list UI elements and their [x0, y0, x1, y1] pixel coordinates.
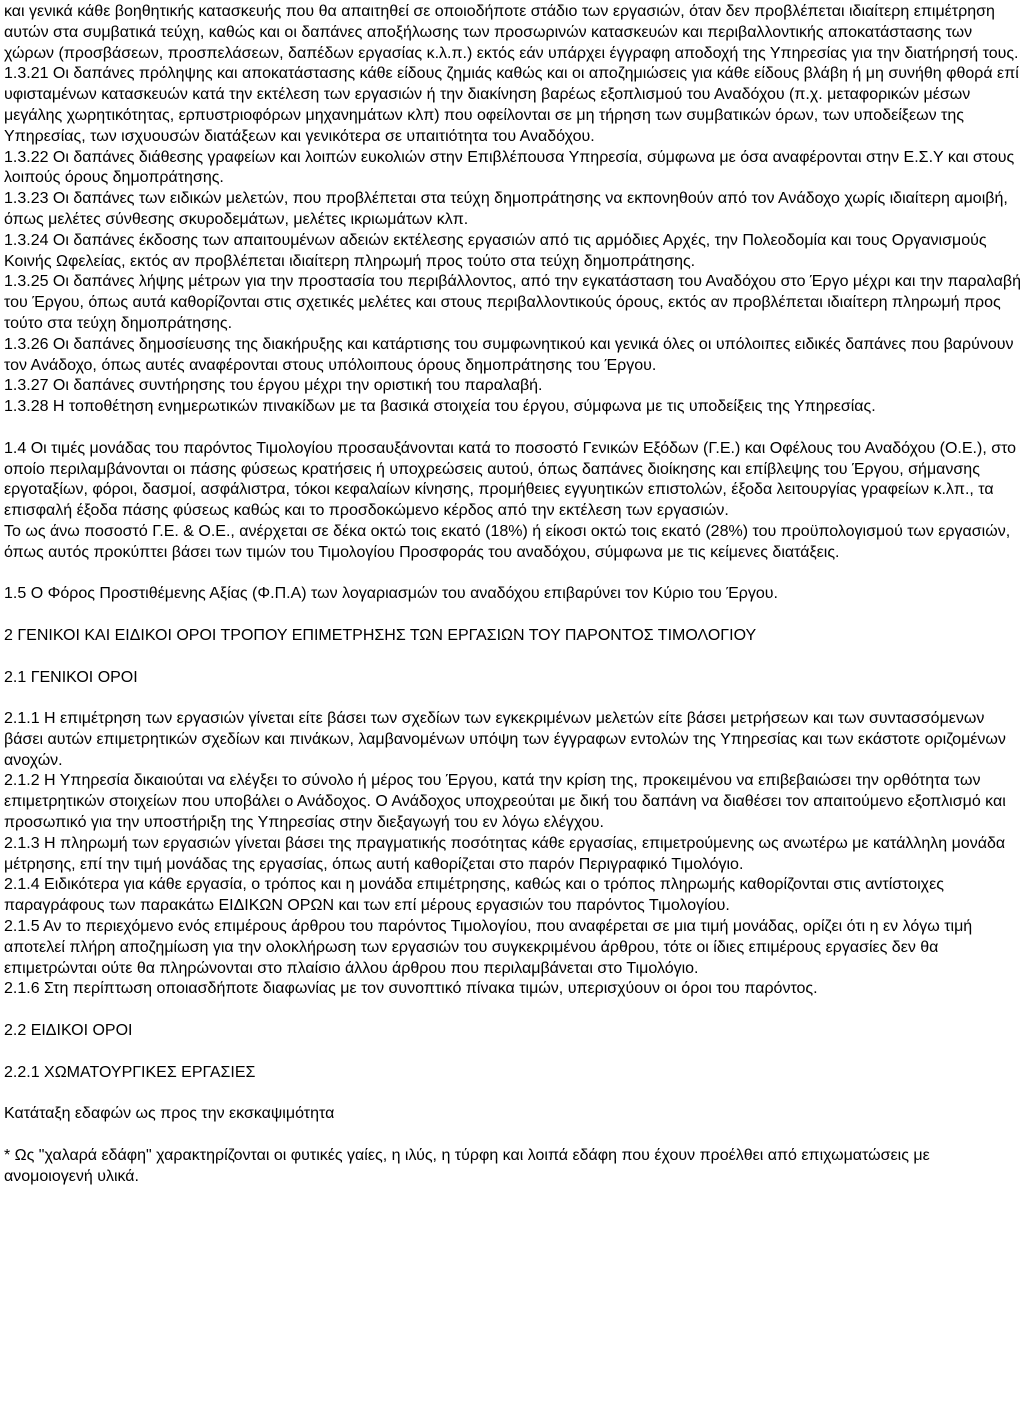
document-body	[4, 2, 1022, 1187]
section-heading-2-2: 2.2 ΕΙΔΙΚΟΙ ΟΡΟΙ	[4, 1022, 133, 1040]
paragraph-2-1-3: 2.1.3 Η πληρωμή των εργασιών γίνεται βάσει της πραγματικής ποσότητας κάθε εργασίας, επιμετρούμενης ως ανωτέρω με κατάλληλη μονάδα μέτρησης, επί την τιμή μονάδας της εργασίας, όπως αυτή καθορίζεται στο παρόν Περιγραφικό Τιμολόγιο.	[4, 834, 1006, 873]
paragraph-1-3-28: 1.3.28 Η τοποθέτηση ενημερωτικών πινακίδων με τα βασικά στοιχεία του έργου, σύμφωνα με τις υποδείξεις της Υπηρεσίας.	[4, 398, 876, 416]
paragraph-1-3-23: 1.3.23 Οι δαπάνες των ειδικών μελετών, που προβλέπεται στα τεύχη δημοπράτησης να εκπονηθούν από τον Ανάδοχο χωρίς ιδιαίτερη αμοιβή, όπως μελέτες σύνθεσης σκυροδεμάτων, μελέτες ικριωμάτων κλπ.	[4, 190, 1008, 228]
paragraph-2-1-1: 2.1.1 Η επιμέτρηση των εργασιών γίνεται είτε βάσει των σχεδίων των εγκεκριμένων μελετών είτε βάσει μετρήσεων και των συντασσόμενων βάσει αυτών επιμετρητικών σχεδίων και πινάκων, λαμβανομένων υπόψη των έγγραφων εντολών της Υπηρεσίας και των εκάστοτε οριζομένων ανοχών.	[4, 710, 1006, 769]
section-heading-2-2-1: 2.2.1 ΧΩΜΑΤΟΥΡΓΙΚΕΣ ΕΡΓΑΣΙΕΣ	[4, 1063, 256, 1081]
section-heading-2: 2 ΓΕΝΙΚΟΙ ΚΑΙ ΕΙΔΙΚΟΙ ΟΡΟΙ ΤΡΟΠΟΥ ΕΠΙΜΕΤΡΗΣΗΣ ΤΩΝ ΕΡΓΑΣΙΩΝ ΤΟΥ ΠΑΡΟΝΤΟΣ ΤΙΜΟΛΟΓΙΟΥ	[4, 626, 757, 644]
paragraph-1-4-percentage: Το ως άνω ποσοστό Γ.Ε. & Ο.Ε., ανέρχεται σε δέκα οκτώ τοις εκατό (18%) ή είκοσι οκτώ τοις εκατό (28%) του προϋπολογισμού των εργασιών, όπως αυτός προκύπτει βάσει των τιμών του Τιμολογίου Προσφοράς του αναδόχου, σύμφωνα με τις κείμενες διατάξεις.	[4, 522, 1011, 561]
paragraph-continuation: και γενικά κάθε βοηθητικής κατασκευής που θα απαιτηθεί σε οποιοδήποτε στάδιο των εργασιών, όταν δεν προβλέπεται ιδιαίτερη επιμέτρηση αυτών στα συμβατικά τεύχη, καθώς και οι δαπάνες αποξήλωσης των προσωρινών κατασκευών και περιβαλλοντικής αποκατάστασης των χώρων (προσβάσεων, προσπελάσεων, δαπέδων εργασίας κ.λ.π.) εκτός εάν υπάρχει έγγραφη αποδοχή της Υπηρεσίας για την διατήρησή τους.	[4, 3, 1019, 62]
paragraph-2-1-4: 2.1.4 Ειδικότερα για κάθε εργασία, ο τρόπος και η μονάδα επιμέτρησης, καθώς και ο τρόπος πληρωμής καθορίζονται στις αντίστοιχες παραγράφους των παρακάτω ΕΙΔΙΚΩΝ ΟΡΩΝ και των επί μέρους εργασιών του παρόντος Τιμολογίου.	[4, 876, 944, 915]
paragraph-1-3-22: 1.3.22 Οι δαπάνες διάθεσης γραφείων και λοιπών ευκολιών στην Επιβλέπουσα Υπηρεσία, σύμφωνα με όσα αναφέρονται στην Ε.Σ.Υ και στους λοιπούς όρους δημοπράτησης.	[4, 148, 1015, 187]
paragraph-2-1-5: 2.1.5 Αν το περιεχόμενο ενός επιμέρους άρθρου του παρόντος Τιμολογίου, που αναφέρεται σε μια τιμή μονάδας, ορίζει ότι η εν λόγω τιμή αποτελεί πλήρη αποζημίωση για την ολοκλήρωση των εργασιών του συγκεκριμένου άρθρου, τότε οι ίδιες επιμέρους εργασίες δεν θα επιμετρώνται ούτε θα πληρώνονται στο πλαίσιο άλλου άρθρου που περιλαμβάνεται στο Τιμολόγιο.	[4, 918, 973, 977]
paragraph-1-3-25: 1.3.25 Οι δαπάνες λήψης μέτρων για την προστασία του περιβάλλοντος, από την εγκατάσταση του Αναδόχου στο Έργο μέχρι και την παραλαβή του Έργου, όπως αυτά καθορίζονται στις σχετικές μελέτες και στους περιβαλλοντικούς όρους, εκτός αν προβλέπεται ιδιαίτερη πληρωμή προς τούτο στα τεύχη δημοπράτησης.	[4, 273, 1022, 332]
section-heading-2-1: 2.1 ΓΕΝΙΚΟΙ ΟΡΟΙ	[4, 668, 138, 686]
subheading-soil-classification: Κατάταξη εδαφών ως προς την εκσκαψιμότητα	[4, 1105, 335, 1123]
paragraph-1-5: 1.5 Ο Φόρος Προστιθέμενης Αξίας (Φ.Π.Α) των λογαριασμών του αναδόχου επιβαρύνει τον Κύριο του Έργου.	[4, 585, 778, 603]
paragraph-loose-soils: * Ως "χαλαρά εδάφη" χαρακτηρίζονται οι φυτικές γαίες, η ιλύς, η τύρφη και λοιπά εδάφη που έχουν προέλθει από επιχωματώσεις με ανομοιογενή υλικά.	[4, 1146, 930, 1185]
paragraph-1-4: 1.4 Οι τιμές μονάδας του παρόντος Τιμολογίου προσαυξάνονται κατά το ποσοστό Γενικών Εξόδων (Γ.Ε.) και Οφέλους του Αναδόχου (Ο.Ε.), στο οποίο περιλαμβάνονται οι πάσης φύσεως κρατήσεις ή υποχρεώσεις αυτού, όπως δαπάνες διοίκησης και επίβλεψης του Έργου, σήμανσης εργοταξίων, φόροι, δασμοί, ασφάλιστρα, τόκοι κεφαλαίων κίνησης, προμήθειες εγγυητικών επιστολών, έξοδα λειτουργίας γραφείων κ.λπ., τα επισφαλή έξοδα πάσης φύσεως καθώς και το προσδοκώμενο κέρδος από την εκτέλεση των εργασιών.	[4, 439, 1017, 520]
paragraph-2-1-2: 2.1.2 Η Υπηρεσία δικαιούται να ελέγξει το σύνολο ή μέρος του Έργου, κατά την κρίση της, προκειμένου να επιβεβαιώσει την ορθότητα των επιμετρητικών στοιχείων που υποβάλει ο Ανάδοχος. Ο Ανάδοχος υποχρεούται με δική του δαπάνη να διαθέσει τον απαιτούμενο εξοπλισμό και προσωπικό για την υποστήριξη της Υπηρεσίας στην διεξαγωγή του εν λόγω ελέγχου.	[4, 772, 1006, 832]
paragraph-1-3-27: 1.3.27 Οι δαπάνες συντήρησης του έργου μέχρι την οριστική του παραλαβή.	[4, 377, 543, 395]
paragraph-1-3-24: 1.3.24 Οι δαπάνες έκδοσης των απαιτουμένων αδειών εκτέλεσης εργασιών από τις αρμόδιες Αρχές, την Πολεοδομία και τους Οργανισμούς Κοινής Ωφελείας, εκτός αν προβλέπεται ιδιαίτερη πληρωμή προς τούτο στα τεύχη δημοπράτησης.	[4, 231, 987, 270]
paragraph-1-3-21: 1.3.21 Οι δαπάνες πρόληψης και αποκατάστασης κάθε είδους ζημιάς καθώς και οι αποζημιώσεις για κάθε είδους βλάβη ή μη συνήθη φθορά επί υφισταμένων κατασκευών κατά την εκτέλεση των εργασιών ή την διακίνηση βαρέως εξοπλισμού του Αναδόχου (π.χ. μεταφορικών μέσων μεγάλης χωρητικότητας, ερπυστριοφόρων μηχανημάτων κλπ) που οφείλονται σε μη τήρηση των συμβατικών όρων, των υποδείξεων της Υπηρεσίας, των ισχυουσών διατάξεων και γενικότερα σε υπαιτιότητα του Αναδόχου.	[4, 65, 1019, 145]
paragraph-1-3-26: 1.3.26 Οι δαπάνες δημοσίευσης της διακήρυξης και κατάρτισης του συμφωνητικού και γενικά όλες οι υπόλοιπες ειδικές δαπάνες που βαρύνουν τον Ανάδοχο, όπως αυτές αναφέρονται στους υπόλοιπους όρους δημοπράτησης του Έργου.	[4, 335, 1014, 374]
paragraph-2-1-6: 2.1.6 Στη περίπτωση οποιασδήποτε διαφωνίας με τον συνοπτικό πίνακα τιμών, υπερισχύουν οι όροι του παρόντος.	[4, 980, 818, 998]
